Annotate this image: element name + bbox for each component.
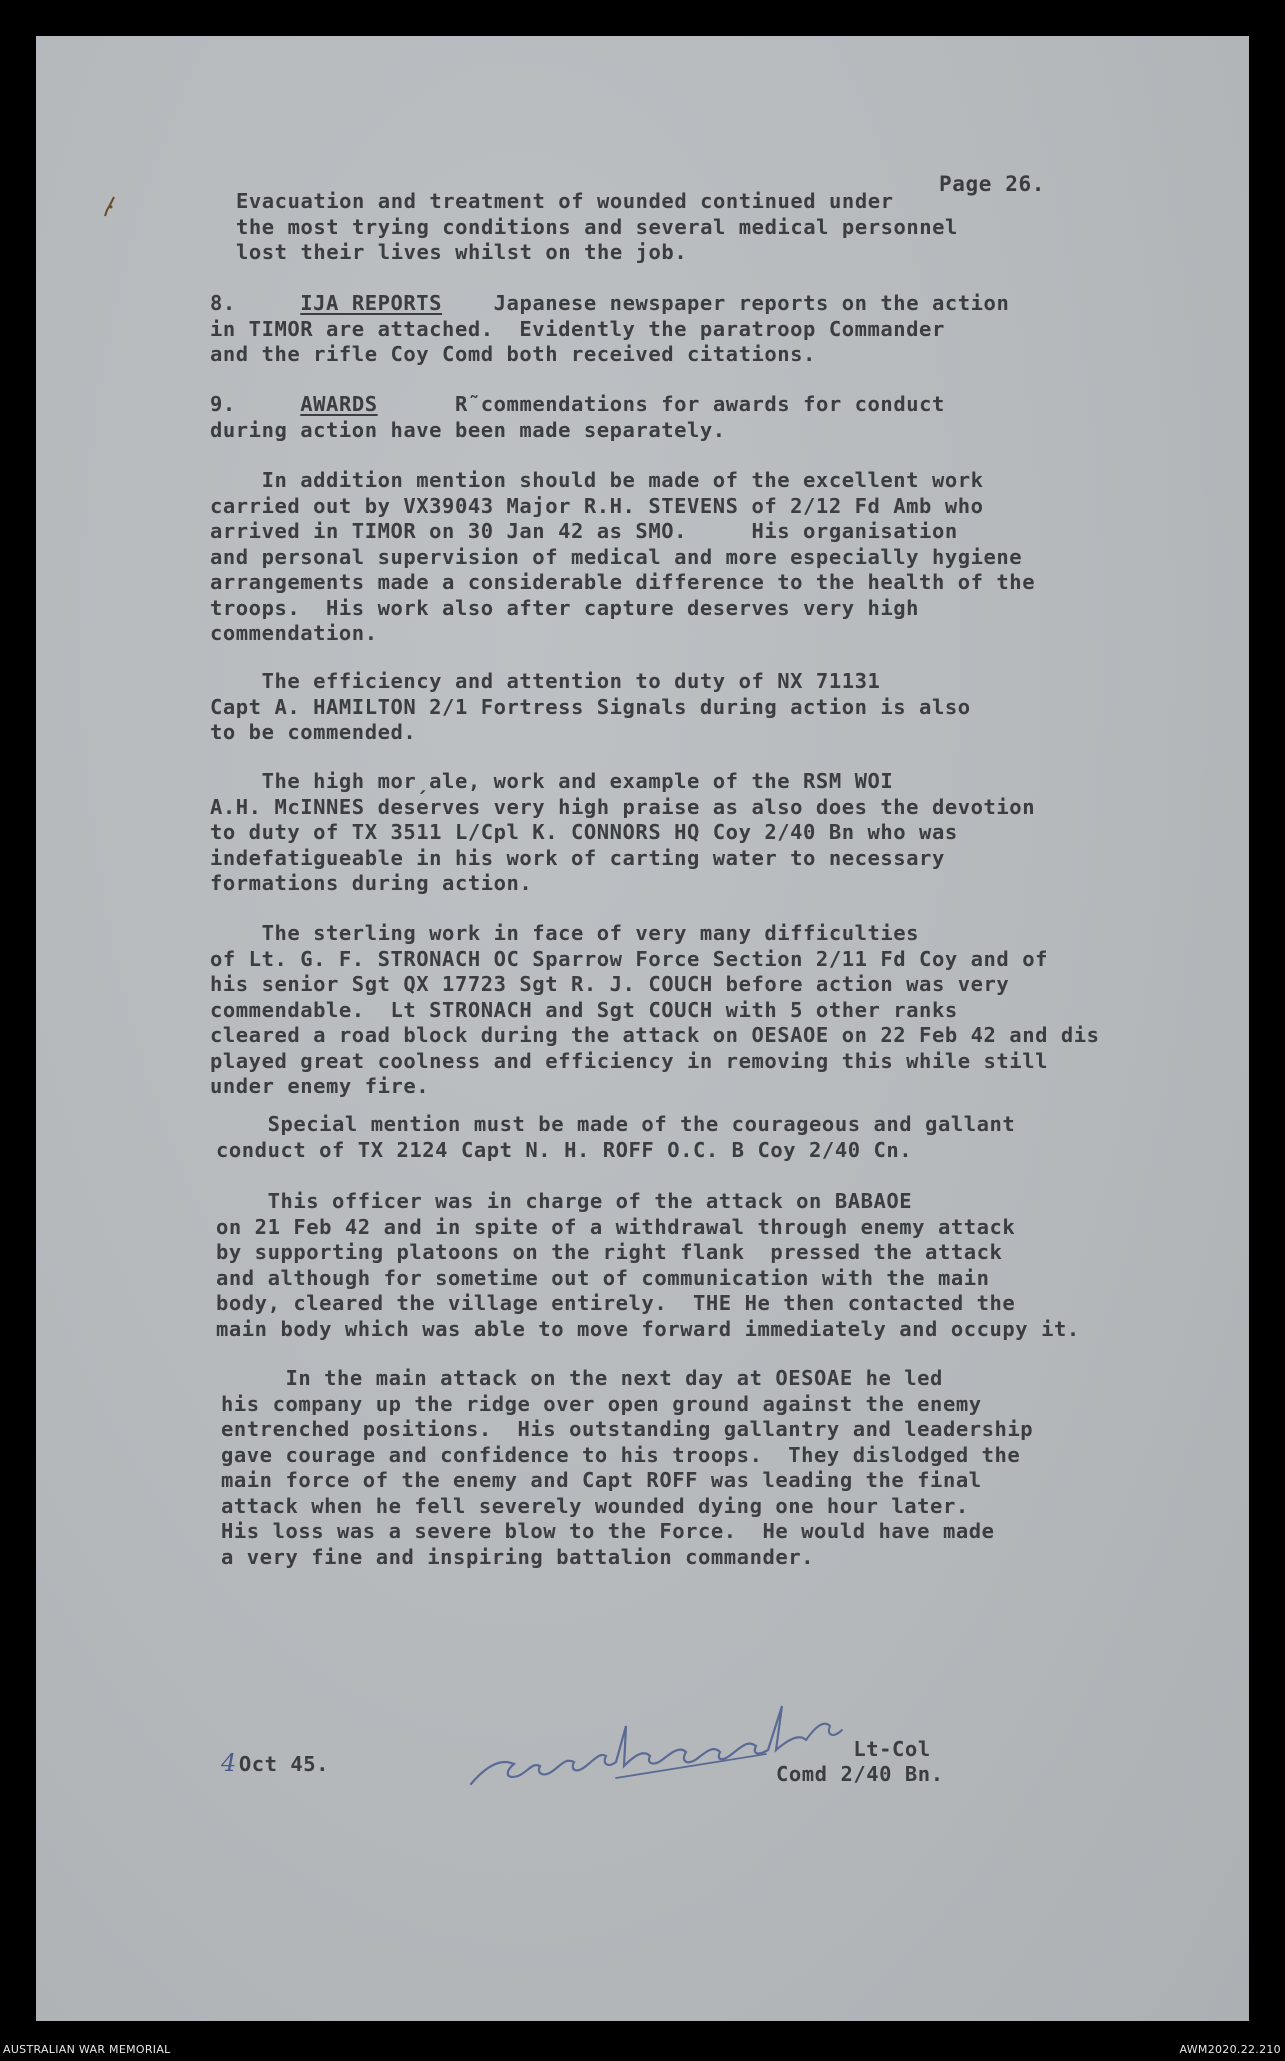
paragraph-mcinnes [210, 769, 1035, 897]
para-line: carried out by VX39043 Major R.H. STEVENS of 2/12 Fd Amb who [210, 493, 984, 518]
document-sheet [36, 36, 1249, 2021]
para-line: formations during action. [210, 871, 533, 895]
section-number: 8. [210, 291, 236, 315]
paragraph-awards [210, 392, 945, 443]
para-line: indefatigueable in his work of carting water to necessary [210, 845, 945, 870]
para-line: The efficiency and attention to duty of NX 71131 [210, 669, 881, 693]
para-line: during action have been made separately. [210, 417, 726, 442]
para-line: his senior Sgt QX 17723 Sgt R. J. COUCH before action was very [210, 972, 1010, 996]
para-line: to be commended. [210, 720, 417, 744]
section-heading-ija-reports: IJA REPORTS [300, 291, 443, 315]
para-line: In addition mention should be made of the excellent work [210, 468, 984, 492]
para-line: gave courage and confidence to his troops. They dislodged the [221, 1442, 1021, 1467]
para-line: a very fine and inspiring battalion commander. [221, 1544, 815, 1569]
paragraph-roff-oesoae [221, 1366, 1033, 1570]
para-line: on 21 Feb 42 and in spite of a withdrawal through enemy attack [216, 1214, 1016, 1239]
para-line: main force of the enemy and Capt ROFF was leading the final [221, 1468, 982, 1492]
paragraph-roff-intro [216, 1112, 1015, 1163]
footer-accession-number: AWM2020.22.210 [1179, 2043, 1281, 2056]
para-line: troops. His work also after capture deserves very high [210, 595, 920, 620]
para-line: In the main attack on the next day at OESOAE he led [221, 1366, 943, 1390]
para-line: his company up the ridge over open ground against the enemy [221, 1391, 982, 1416]
para-line: entrenched positions. His outstanding gallantry and leadership [221, 1417, 1034, 1441]
para-line: to duty of TX 3511 L/Cpl K. CONNORS HQ Coy 2/40 Bn who was [210, 820, 958, 844]
para-line: Evacuation and treatment of wounded continued under [236, 189, 894, 213]
para-line: Special mention must be made of the courageous and gallant [216, 1112, 1016, 1136]
para-line: lost their lives whilst on the job. [236, 240, 688, 264]
para-line: cleared a road block during the attack on OESAOE on 22 Feb 42 and dis [210, 1023, 1100, 1047]
para-line: The sterling work in face of very many difficulties [210, 921, 920, 945]
para-line: commendable. Lt STRONACH and Sgt COUCH with 5 other ranks [210, 997, 958, 1022]
para-line: played great coolness and efficiency in removing this while still [210, 1048, 1048, 1073]
para-line: Capt A. HAMILTON 2/1 Fortress Signals during action is also [210, 694, 971, 719]
paragraph-ija-reports [210, 291, 1009, 368]
para-line: conduct of TX 2124 Capt N. H. ROFF O.C. B Coy 2/40 Cn. [216, 1137, 913, 1162]
para-line: and the rifle Coy Comd both received citations. [210, 342, 816, 366]
footer-institution: AUSTRALIAN WAR MEMORIAL [3, 2043, 171, 2056]
para-line: the most trying conditions and several medical personnel [236, 214, 958, 239]
paragraph-hamilton [210, 669, 971, 746]
signatory-rank: Lt-Col [853, 1736, 931, 1761]
para-line: by supporting platoons on the right flank pressed the attack [216, 1240, 1003, 1264]
paragraph-stronach [210, 921, 1100, 1100]
document-date [221, 1749, 329, 1777]
para-line: and although for sometime out of communication with the main [216, 1265, 990, 1290]
signature-block [776, 1737, 944, 1788]
para-line: and personal supervision of medical and more especially hygiene [210, 544, 1023, 569]
para-line: Japanese newspaper reports on the action [493, 291, 1010, 315]
para-line: arrangements made a considerable difference to the health of the [210, 570, 1036, 594]
handwritten-day: 4 [221, 1749, 237, 1777]
ink-mark [104, 196, 118, 218]
para-line: attack when he fell severely wounded dying one hour later. [221, 1493, 969, 1518]
paragraph-stevens [210, 468, 1035, 647]
para-line: His loss was a severe blow to the Force. He would have made [221, 1519, 995, 1543]
para-line: in TIMOR are attached. Evidently the paratroop Commander [210, 316, 945, 341]
page-number: Page 26. [939, 172, 1045, 196]
para-line: arrived in TIMOR on 30 Jan 42 as SMO. His organisation [210, 519, 958, 543]
para-line: R˜commendations for awards for conduct [454, 392, 945, 416]
paragraph-evacuation [236, 189, 958, 266]
para-line: The high morˏale, work and example of the RSM WOI [210, 769, 894, 793]
para-line: A.H. McINNES deserves very high praise as also does the devotion [210, 794, 1036, 819]
signatory-unit: Comd 2/40 Bn. [776, 1762, 944, 1786]
section-number: 9. [210, 392, 236, 416]
paragraph-roff-babaoe [216, 1189, 1080, 1342]
para-line: body, cleared the village entirely. THE He then contacted the [216, 1291, 1016, 1315]
para-line: under enemy fire. [210, 1074, 430, 1098]
section-heading-awards: AWARDS [300, 392, 378, 416]
typed-date: Oct 45. [238, 1752, 330, 1776]
para-line: of Lt. G. F. STRONACH OC Sparrow Force Section 2/11 Fd Coy and of [210, 946, 1048, 971]
para-line: commendation. [210, 621, 378, 645]
para-line: main body which was able to move forward immediately and occupy it. [216, 1316, 1080, 1341]
para-line: This officer was in charge of the attack on BABAOE [216, 1189, 913, 1213]
